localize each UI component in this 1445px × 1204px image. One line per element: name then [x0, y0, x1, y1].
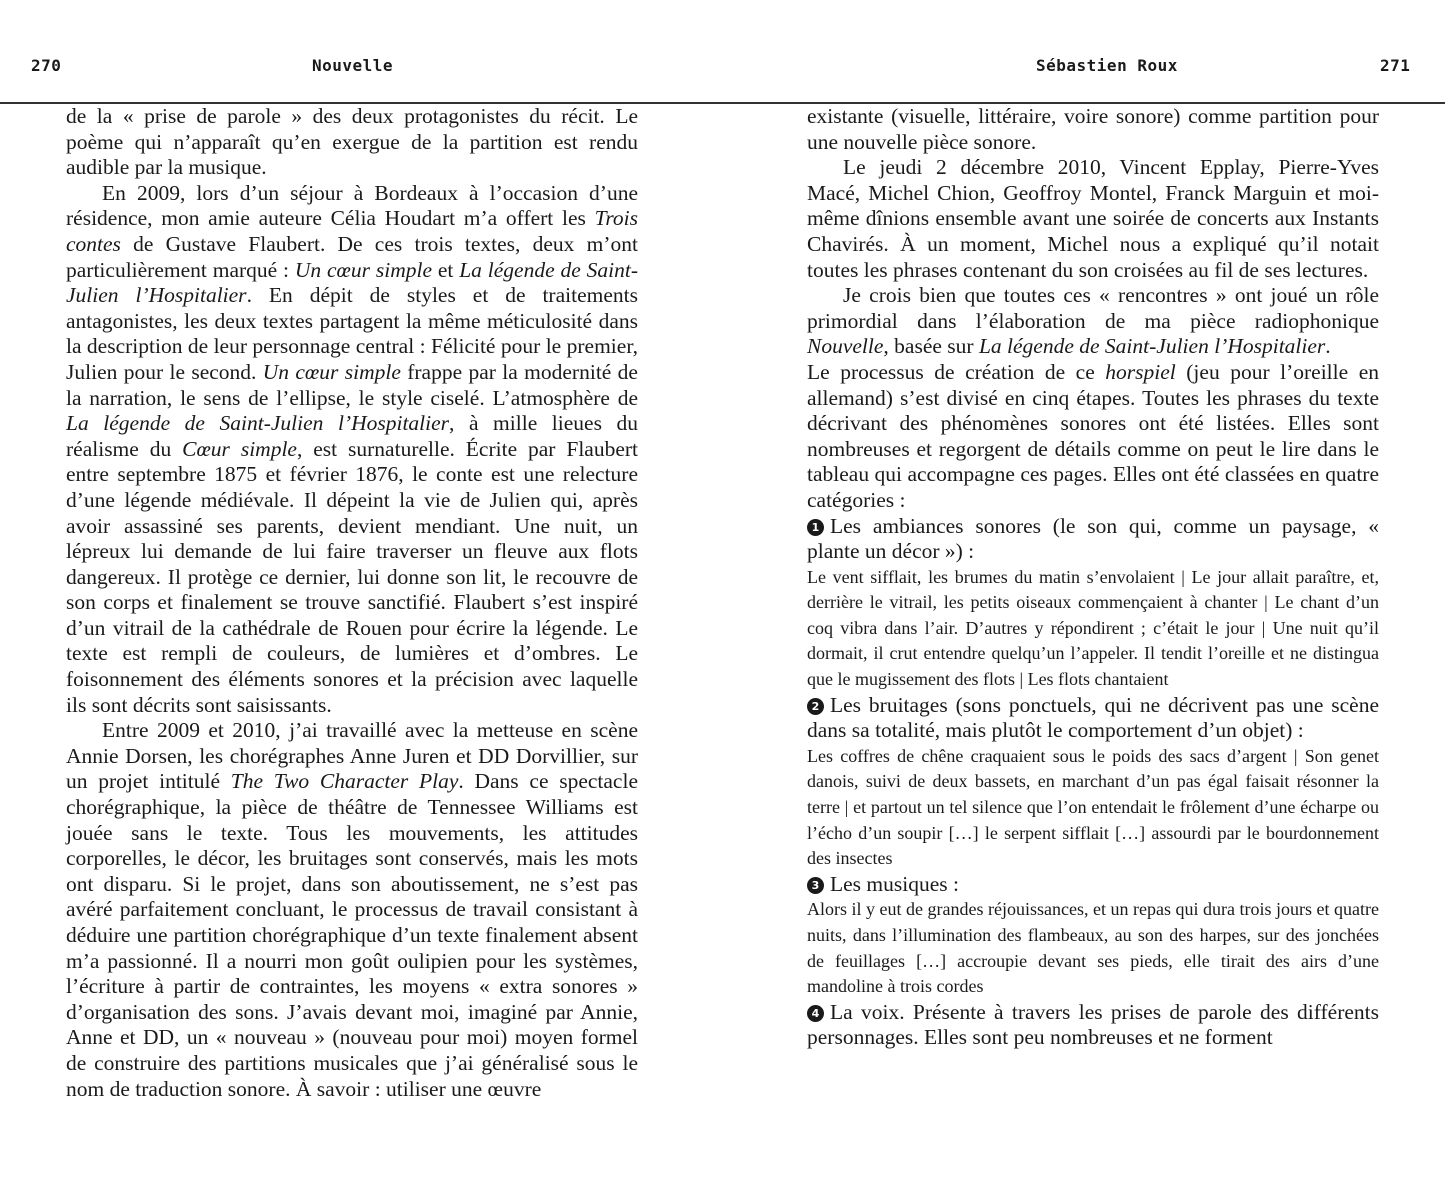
category-item-2	[807, 693, 1379, 744]
page-number-right: 271	[1380, 56, 1411, 75]
category-quote: Les coffres de chêne craquaient sous le poids des sacs d’argent | Son genet danois, suivi de deux bassets, en marchant d’un pas égal faisait résonner la terre | et partout un tel silence que l’on entendait le frôlement d’une écharpe ou l’écho d’un soupir […] le serpent sifflait […] assourdi par le bourdonnement des insectes	[807, 745, 1379, 869]
circled-number-icon: 4	[807, 1005, 824, 1022]
category-label: Les musiques :	[830, 871, 959, 896]
paragraph: existante (visuelle, littéraire, voire sonore) comme partition pour une nouvelle pièce sonore.	[807, 104, 1379, 154]
paragraph: Je crois bien que toutes ces « rencontres » ont joué un rôle primordial dans l’élaboration de ma pièce radiophonique Nouvelle, basée sur La légende de Saint-Julien l’Hospitalier.	[807, 283, 1379, 359]
italic-title: La légende de Saint-Julien l’Hospitalier	[66, 257, 638, 308]
category-item-3	[807, 872, 1379, 898]
italic-title: Trois contes	[66, 206, 638, 256]
paragraph: de la « prise de parole » des deux protagonistes du récit. Le poème qui n’apparaît qu’en exergue de la partition est rendu audible par la musique.	[66, 104, 638, 180]
category-item-1	[807, 514, 1379, 565]
category-quote: Alors il y eut de grandes réjouissances, et un repas qui dura trois jours et quatre nuits, dans l’illumination des flambeaux, au son des harpes, sur des jonchées de feuillages […] accroupie devant ses pieds, elle tirait des airs d’une mandoline à trois cordes	[807, 899, 1379, 997]
page-number-left: 270	[31, 56, 62, 75]
paragraph: En 2009, lors d’un séjour à Bordeaux à l’occasion d’une résidence, mon amie auteure Célia Houdart m’a offert les Trois contes de Gustave Flaubert. De ces trois textes, deux m’ont particulièrement marqué : Un cœur simple et La légende de Saint-Julien l’Hospitalier. En dépit de styles et de traitements antagonistes, les deux textes partagent la même méticulosité dans la description de leur personnage central : Félicité pour le premier, Julien pour le second. Un cœur simple frappe par la modernité de la narration, le sens de l’ellipse, le style ciselé. L’atmosphère de La légende de Saint-Julien l’Hospitalier, à mille lieues du réalisme du Cœur simple, est surnaturelle. Écrite par Flaubert entre septembre 1875 et février 1876, le conte est une relecture d’une légende médiévale. Il dépeint la vie de Julien qui, après avoir assassiné ses parents, devient mendiant. Une nuit, un lépreux lui demande de lui faire traverser un fleuve aux flots dangereux. Il protège ce dernier, lui donne son lit, le recouvre de son corps et finalement se trouve sanctifié. Flaubert s’est inspiré d’un vitrail de la cathédrale de Rouen pour écrire la légende. Le texte est rempli de couleurs, de lumières et d’ombres. Le foisonnement des éléments sonores et la précision avec laquelle ils sont décrits sont saisissants.	[66, 180, 639, 717]
italic-title: Un cœur simple	[262, 359, 401, 384]
paragraph: Le processus de création de ce horspiel (jeu pour l’oreille en allemand) s’est divisé en cinq étapes. Toutes les phrases du texte décrivant des phénomènes sonores ont été listées. Elles sont nombreuses et regorgent de détails comme on peut le lire dans le tableau qui accompagne ces pages. Elles ont été classées en quatre catégories :	[807, 359, 1379, 512]
category-quote: Le vent sifflait, les brumes du matin s’envolaient | Le jour allait paraître, et, derrière le vitrail, les petits oiseaux commençaient à chanter | Le chant d’un coq vibra dans l’air. D’autres y répondirent ; c’était le jour | Une nuit qu’il dormait, il crut entendre quelqu’un l’appeler. Il tendit l’oreille et ne distingua que le mugissement des flots | Les flots chantaient	[807, 566, 1379, 690]
category-label: La voix. Présente à travers les prises de parole des différents personnages. Elles sont peu nombreuses et ne forment	[807, 999, 1379, 1050]
italic-title: La légende de Saint-Julien l’Hospitalier	[66, 411, 450, 436]
paragraph: Le jeudi 2 décembre 2010, Vincent Epplay, Pierre-Yves Macé, Michel Chion, Geoffroy Montel, Franck Marguin et moi-même dînions ensemble avant une soirée de concerts aux Instants Chavirés. À un moment, Michel nous a expliqué qu’il notait toutes les phrases contenant du son croisées au fil de ses lectures.	[807, 155, 1379, 282]
paragraph: Entre 2009 et 2010, j’ai travaillé avec la metteuse en scène Annie Dorsen, les chorégraphes Anne Juren et DD Dorvillier, sur un projet intitulé The Two Character Play. Dans ce spectacle chorégraphique, la pièce de théâtre de Tennessee Williams est jouée sans le texte. Tous les mouvements, les attitudes corporelles, le décor, les bruitages sont conservés, mais les mots ont disparu. Si le projet, dans son aboutissement, ne s’est pas avéré parfaitement concluant, le processus de travail consistant à déduire une partition chorégraphique d’un texte finalement absent m’a passionné. Il a nourri mon goût oulipien pour les systèmes, l’écriture à partir de contraintes, les moyens « extra sonores » d’organisation des sons. J’avais devant moi, imaginé par Annie, Anne et DD, un « nouveau » (nouveau pour moi) moyen formel de construire des partitions musicales que j’ai généralisé sous le nom de traduction sonore. À savoir : utiliser une œuvre	[66, 718, 638, 1101]
italic-title: Un cœur simple	[294, 257, 432, 282]
running-title-left: Nouvelle	[312, 56, 394, 75]
italic-title: Cœur simple	[182, 436, 297, 461]
circled-number-icon: 3	[807, 877, 824, 894]
left-page-body	[66, 104, 638, 1102]
category-label: Les bruitages (sons ponctuels, qui ne décrivent pas une scène dans sa totalité, mais plutôt le comportement d’un objet) :	[807, 692, 1379, 743]
italic-title: The Two Character Play	[230, 769, 459, 794]
category-item-4	[807, 1000, 1379, 1051]
italic-title: Nouvelle	[807, 334, 884, 359]
italic-title: La légende de Saint-Julien l’Hospitalier	[978, 334, 1326, 359]
circled-number-icon: 1	[807, 519, 824, 536]
italic-title: horspiel	[1105, 359, 1176, 384]
running-title-right: Sébastien Roux	[1036, 56, 1178, 75]
right-page-body	[807, 104, 1379, 1051]
category-label: Les ambiances sonores (le son qui, comme un paysage, « plante un décor ») :	[807, 513, 1379, 564]
circled-number-icon: 2	[807, 698, 824, 715]
